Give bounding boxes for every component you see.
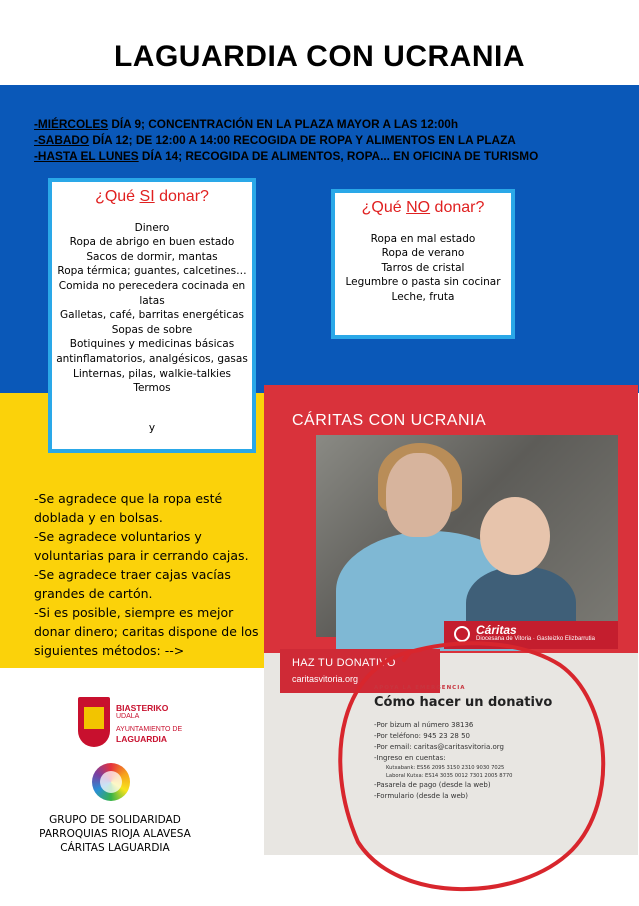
list-item: Termos <box>133 382 171 395</box>
note-line: -Se agradece traer cajas vacías grandes de cartón. <box>34 567 231 601</box>
ayuntamiento-logo: BIASTERIKO UDALA AYUNTAMIENTO DE LAGUARDIA <box>78 697 188 749</box>
donativo-strip: HAZ TU DONATIVO caritasvitoria.org <box>280 649 440 693</box>
list-item: Leche, fruta <box>391 290 455 303</box>
list-item: Dinero <box>134 221 170 234</box>
bank-account: Kutxabank: ES56 2095 3150 2310 9030 7025 <box>386 765 505 771</box>
event-line: -MIÉRCOLES DÍA 9; CONCENTRACIÓN EN LA PLAZA MAYOR A LAS 12:00h <box>34 117 459 131</box>
caritas-url: caritasvitoria.org <box>292 674 359 684</box>
note-line: -Si es posible, siempre es mejor donar dinero; caritas dispone de los siguientes métodos: --> <box>34 605 259 658</box>
page-title: LAGUARDIA CON UCRANIA <box>113 40 526 73</box>
bank-account: Laboral Kutxa: ES14 3035 0012 7301 2005 8770 <box>386 773 513 779</box>
note-line: -Se agradece voluntarios y voluntarias para ir cerrando cajas. <box>34 529 249 563</box>
caritas-logo: Cáritas Diocesana de Vitoria · Gasteizko Elizbarrutia <box>444 621 618 649</box>
list-item: Ropa en mal estado <box>370 232 476 245</box>
method-line: -Pasarela de pago (desde la web) <box>374 781 491 789</box>
organizers: GRUPO DE SOLIDARIDAD PARROQUIAS RIOJA ALAVESA CÁRITAS LAGUARDIA <box>39 814 191 854</box>
method-line: -Por teléfono: 945 23 28 50 <box>374 732 470 740</box>
method-line: -Formulario (desde la web) <box>374 792 468 800</box>
list-item: Galletas, café, barritas energéticas <box>60 309 244 322</box>
list-item: Sopas de sobre <box>111 323 193 336</box>
poster-title: CÁRITAS CON UCRANIA <box>292 412 487 429</box>
method-line: -Por email: caritas@caritasvitoria.org <box>374 743 504 751</box>
list-item: Botiquines y medicinas básicas antinflamatorios, analgésicos, gasas <box>56 338 248 365</box>
si-donar-heading: ¿Qué SI donar? <box>95 188 209 205</box>
no-donar-heading: ¿Qué NO donar? <box>361 199 485 216</box>
list-item: Tarros de cristal <box>381 261 465 274</box>
list-item: Sacos de dormir, mantas <box>86 250 218 263</box>
list-item: Comida no perecedera cocinada en latas <box>58 279 246 307</box>
list-item: Ropa térmica; guantes, calcetines… <box>57 265 247 278</box>
event-line: -SABADO DÍA 12; DE 12:00 A 14:00 RECOGIDA DE ROPA Y ALIMENTOS EN LA PLAZA <box>34 133 516 147</box>
method-line: -Por bizum al número 38136 <box>374 721 474 729</box>
list-item: Legumbre o pasta sin cocinar <box>345 276 501 289</box>
note-line: -Se agradece que la ropa esté doblada y en bolsas. <box>34 491 223 525</box>
donation-heading: Cómo hacer un donativo <box>374 695 553 710</box>
list-trailing-text: y <box>148 421 156 434</box>
list-item: Ropa de verano <box>381 247 465 260</box>
list-item: Ropa de abrigo en buen estado <box>69 236 235 249</box>
donation-methods: APOYA LA EMERGENCIA Cómo hacer un donativo -Por bizum al número 38136 -Por teléfono: 945 23 28 50 -Por email: caritas@caritasvitoria.org -Ingreso en cuentas: Kutxabank: ES56 2095 3150 2310 9030 7025 Laboral Kutxa: ES14 3035 0012 7301 2005 8770 -Pasarela de pago (desde la web) -Formulario (desde la web) <box>374 685 624 802</box>
event-line: -HASTA EL LUNES DÍA 14; RECOGIDA DE ALIMENTOS, ROPA... EN OFICINA DE TURISMO <box>34 149 539 163</box>
method-line: -Ingreso en cuentas: <box>374 754 446 762</box>
list-item: Linternas, pilas, walkie-talkies <box>72 367 232 380</box>
